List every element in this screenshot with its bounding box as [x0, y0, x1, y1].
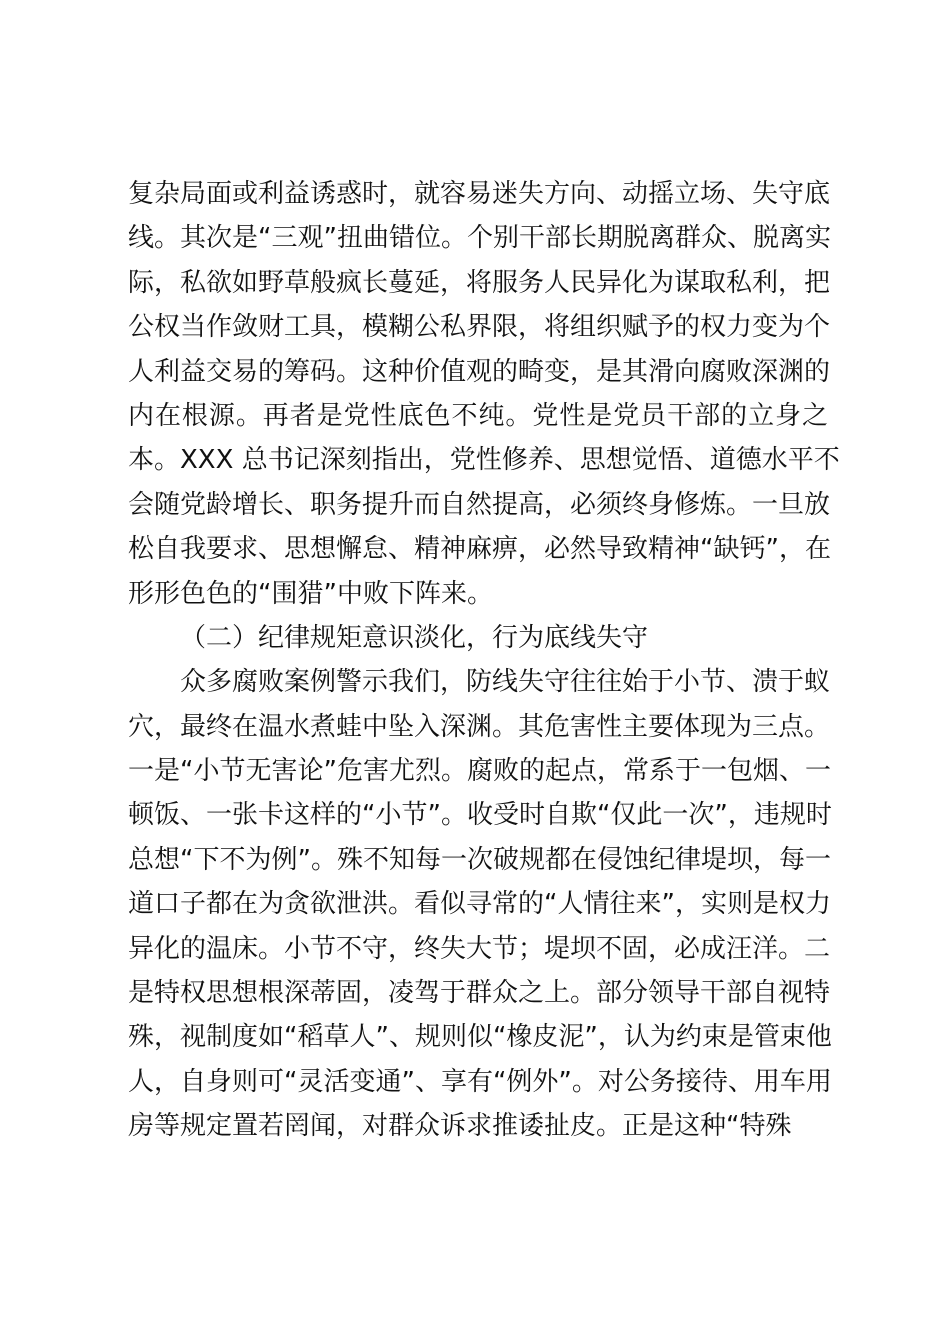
text-line: 异化的温床。小节不守，终失大节；堤坝不固，必成汪洋。二	[128, 933, 831, 964]
text-line: 一是“小节无害论”危害尤烈。腐败的起点，常系于一包烟、一	[128, 756, 831, 787]
body-text	[128, 172, 840, 1149]
text-line: 内在根源。再者是党性底色不纯。党性是党员干部的立身之	[128, 400, 828, 431]
section-heading: （二）纪律规矩意识淡化，行为底线失守	[180, 622, 649, 653]
text-line: 松自我要求、思想懈怠、精神麻痹，必然导致精神“缺钙”，在	[128, 534, 831, 565]
text-line: 总想“下不为例”。殊不知每一次破规都在侵蚀纪律堤坝，每一	[128, 844, 831, 875]
text-line: 穴，最终在温水煮蛙中坠入深渊。其危害性主要体现为三点。	[128, 711, 831, 742]
text-line: 殊，视制度如“稻草人”、规则似“橡皮泥”，认为约束是管束他	[128, 1022, 832, 1053]
text-line: 会随党龄增长、职务提升而自然提高，必须终身修炼。一旦放	[128, 489, 831, 520]
text-line: 线。其次是“三观”扭曲错位。个别干部长期脱离群众、脱离实	[128, 223, 831, 254]
text-line: 复杂局面或利益诱惑时，就容易迷失方向、动摇立场、失守底	[128, 179, 831, 209]
text-line: 际，私欲如野草般疯长蔓延，将服务人民异化为谋取私利，把	[128, 267, 831, 298]
text-line: 公权当作敛财工具，模糊公私界限，将组织赋予的权力变为个	[128, 312, 831, 343]
text-line: 人，自身则可“灵活变通”、享有“例外”。对公务接待、用车用	[128, 1066, 832, 1097]
text-line: 人利益交易的筹码。这种价值观的畸变，是其滑向腐败深渊的	[128, 356, 831, 387]
text-line: 道口子都在为贪欲泄洪。看似寻常的“人情往来”，实则是权力	[128, 889, 831, 920]
text-line: 形形色色的“围猎”中败下阵来。	[128, 578, 493, 609]
text-line: 房等规定置若罔闻，对群众诉求推诿扯皮。正是这种“特殊	[128, 1111, 792, 1142]
text-line: 是特权思想根深蒂固，凌驾于群众之上。部分领导干部自视特	[128, 978, 831, 1009]
text-line: 顿饭、一张卡这样的“小节”。收受时自欺“仅此一次”，违规时	[128, 800, 832, 831]
text-line: 众多腐败案例警示我们，防线失守往往始于小节、溃于蚁	[180, 667, 831, 698]
text-line: 本。XXX 总书记深刻指出，党性修养、思想觉悟、道德水平不	[128, 445, 840, 476]
